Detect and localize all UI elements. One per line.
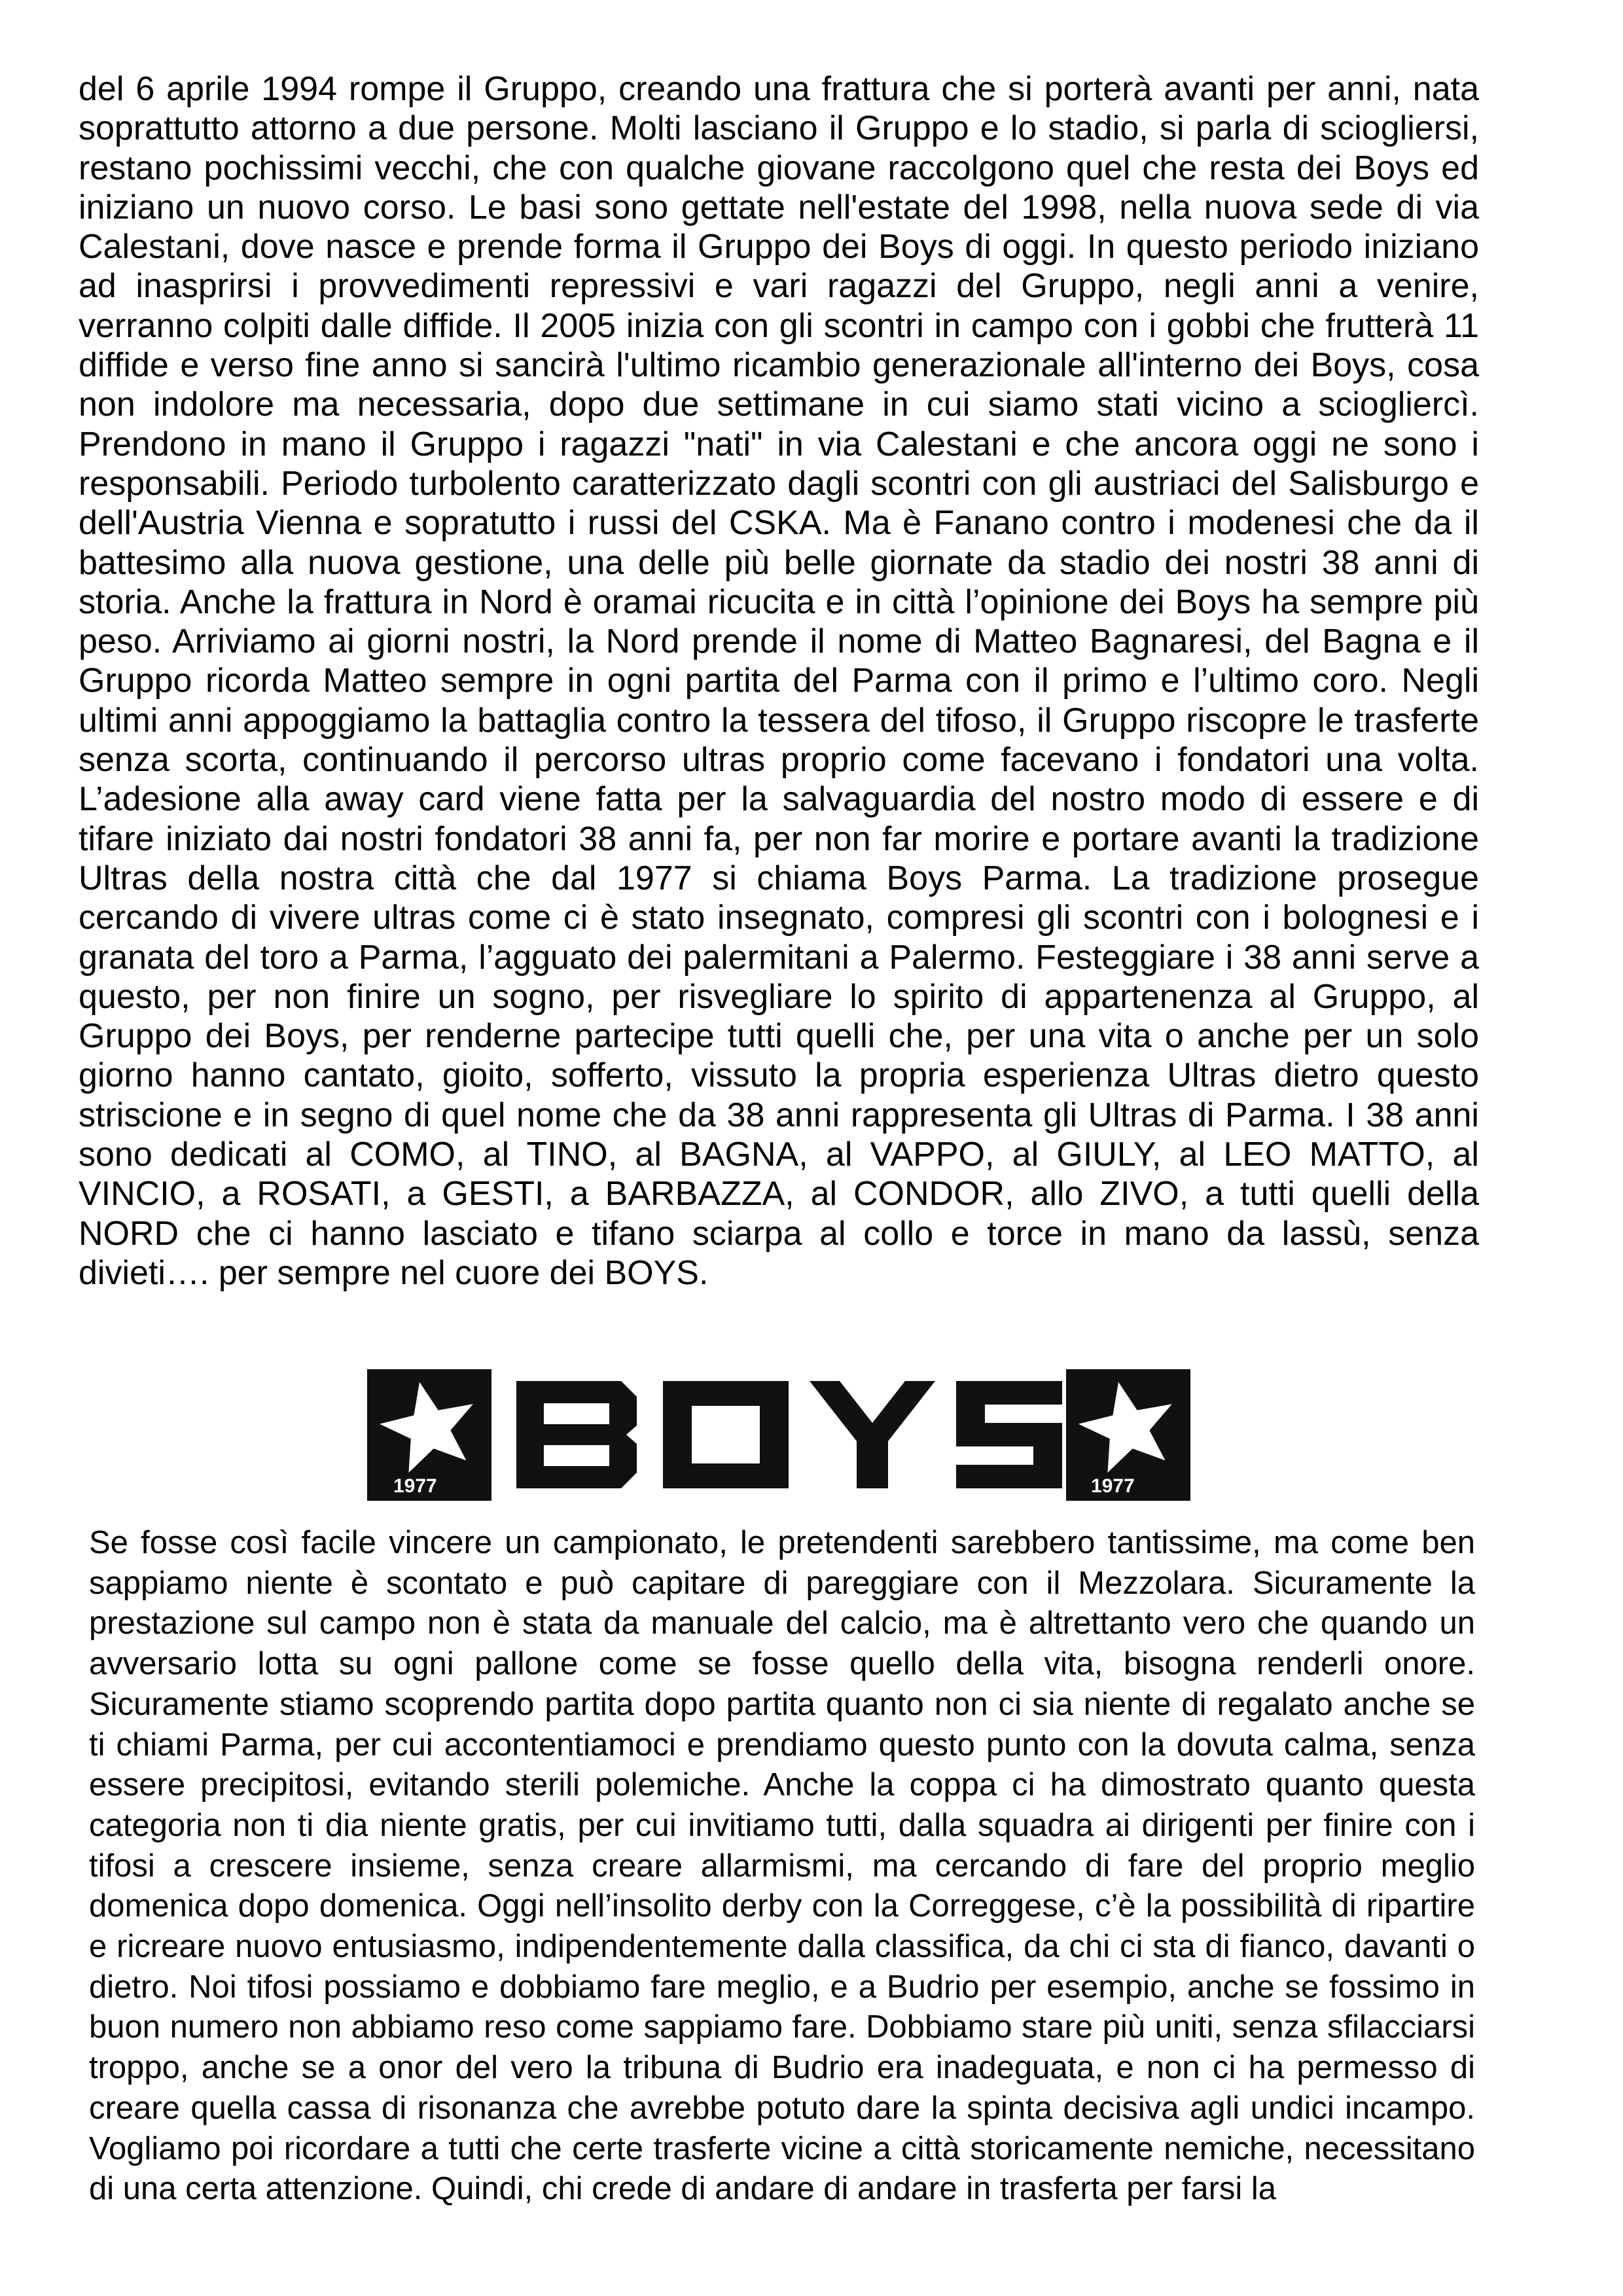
left-star-badge — [367, 1369, 491, 1501]
boys-1977-logo — [367, 1369, 1190, 1501]
logo-year-right: 1977 — [1091, 1475, 1135, 1497]
logo-wordmark — [516, 1381, 1062, 1488]
article-paragraph-match: Se fosse così facile vincere un campionato, le pretendenti sarebbero tantissime, ma come ben sappiamo niente è scontato e può capitare di pareggiare con il Mezzolara. Sicuramente la prestazione sul campo non è stata da manuale del calcio, ma è altrettanto vero che quando un avversario lotta su ogni pallone come se fosse quello della vita, bisogna renderli onore. Sicuramente stiamo scoprendo partita dopo partita quanto non ci sia niente di regalato anche se ti chiami Parma, per cui accontentiamoci e prendiamo questo punto con la dovuta calma, senza essere precipitosi, evitando sterili polemiche. Anche la coppa ci ha dimostrato quanto questa categoria non ti dia niente gratis, per cui invitiamo tutti, dalla squadra ai dirigenti per finire con i tifosi a crescere insieme, senza creare allarmismi, ma cercando di fare del proprio meglio domenica dopo domenica. Oggi nell’insolito derby con la Correggese, c’è la possibilità di ripartire e ricreare nuovo entusiasmo, indipendentemente dalla classifica, da chi ci sta di fianco, davanti o dietro. Noi tifosi possiamo e dobbiamo fare meglio, e a Budrio per esempio, anche se fossimo in buon numero non abbiamo reso come sappiamo fare. Dobbiamo stare più uniti, senza sfilacciarsi troppo, anche se a onor del vero la tribuna di Budrio era inadeguata, e non ci ha permesso di creare quella cassa di risonanza che avrebbe potuto dare la spinta decisiva agli undici incampo. Vogliamo poi ricordare a tutti che certe trasferte vicine a città storicamente nemiche, necessitano di una certa attenzione. Quindi, chi crede di andare di andare in trasferta per farsi la — [89, 1525, 1475, 2207]
article-paragraph-history: del 6 aprile 1994 rompe il Gruppo, creando una frattura che si porterà avanti per anni, nata soprattutto attorno a due persone. Molti lasciano il Gruppo e lo stadio, si parla di sciogliersi, restano pochissimi vecchi, che con qualche giovane raccolgono quel che resta dei Boys ed iniziano un nuovo corso. Le basi sono gettate nell'estate del 1998, nella nuova sede di via Calestani, dove nasce e prende forma il Gruppo dei Boys di oggi. In questo periodo iniziano ad inasprirsi i provvedimenti repressivi e vari ragazzi del Gruppo, negli anni a venire, verranno colpiti dalle diffide. Il 2005 inizia con gli scontri in campo con i gobbi che frutterà 11 diffide e verso fine anno si sancirà l'ultimo ricambio generazionale all'interno dei Boys, cosa non indolore ma necessaria, dopo due settimane in cui siamo stati vicino a sciogliercì. Prendono in mano il Gruppo i ragazzi "nati" in via Calestani e che ancora oggi ne sono i responsabili. Periodo turbolento caratterizzato dagli scontri con gli austriaci del Salisburgo e dell'Austria Vienna e sopratutto i russi del CSKA. Ma è Fanano contro i modenesi che da il battesimo alla nuova gestione, una delle più belle giornate da stadio dei nostri 38 anni di storia. Anche la frattura in Nord è oramai ricucita e in città l’opinione dei Boys ha sempre più peso. Arriviamo ai giorni nostri, la Nord prende il nome di Matteo Bagnaresi, del Bagna e il Gruppo ricorda Matteo sempre in ogni partita del Parma con il primo e l’ultimo coro. Negli ultimi anni appoggiamo la battaglia contro la tessera del tifoso, il Gruppo riscopre le trasferte senza scorta, continuando il percorso ultras proprio come facevano i fondatori una volta. L’adesione alla away card viene fatta per la salvaguardia del nostro modo di essere e di tifare iniziato dai nostri fondatori 38 anni fa, per non far morire e portare avanti la tradizione Ultras della nostra città che dal 1977 si chiama Boys Parma. La tradizione prosegue cercando di vivere ultras come ci è stato insegnato, compresi gli scontri con i bolognesi e i granata del toro a Parma, l’agguato dei palermitani a Palermo. Festeggiare i 38 anni serve a questo, per non finire un sogno, per risvegliare lo spirito di appartenenza al Gruppo, al Gruppo dei Boys, per renderne partecipe tutti quelli che, per una vita o anche per un solo giorno hanno cantato, gioito, sofferto, vissuto la propria esperienza Ultras dietro questo striscione e in segno di quel nome che da 38 anni rappresenta gli Ultras di Parma. I 38 anni sono dedicati al COMO, al TINO, al BAGNA, al VAPPO, al GIULY, al LEO MATTO, al VINCIO, a ROSATI, a GESTI, a BARBAZZA, al CONDOR, allo ZIVO, a tutti quelli della NORD che ci hanno lasciato e tifano sciarpa al collo e torce in mano da lassù, senza divieti…. per sempre nel cuore dei BOYS. — [79, 70, 1479, 1292]
right-star-badge — [1066, 1369, 1190, 1501]
logo-year-left: 1977 — [393, 1475, 437, 1497]
